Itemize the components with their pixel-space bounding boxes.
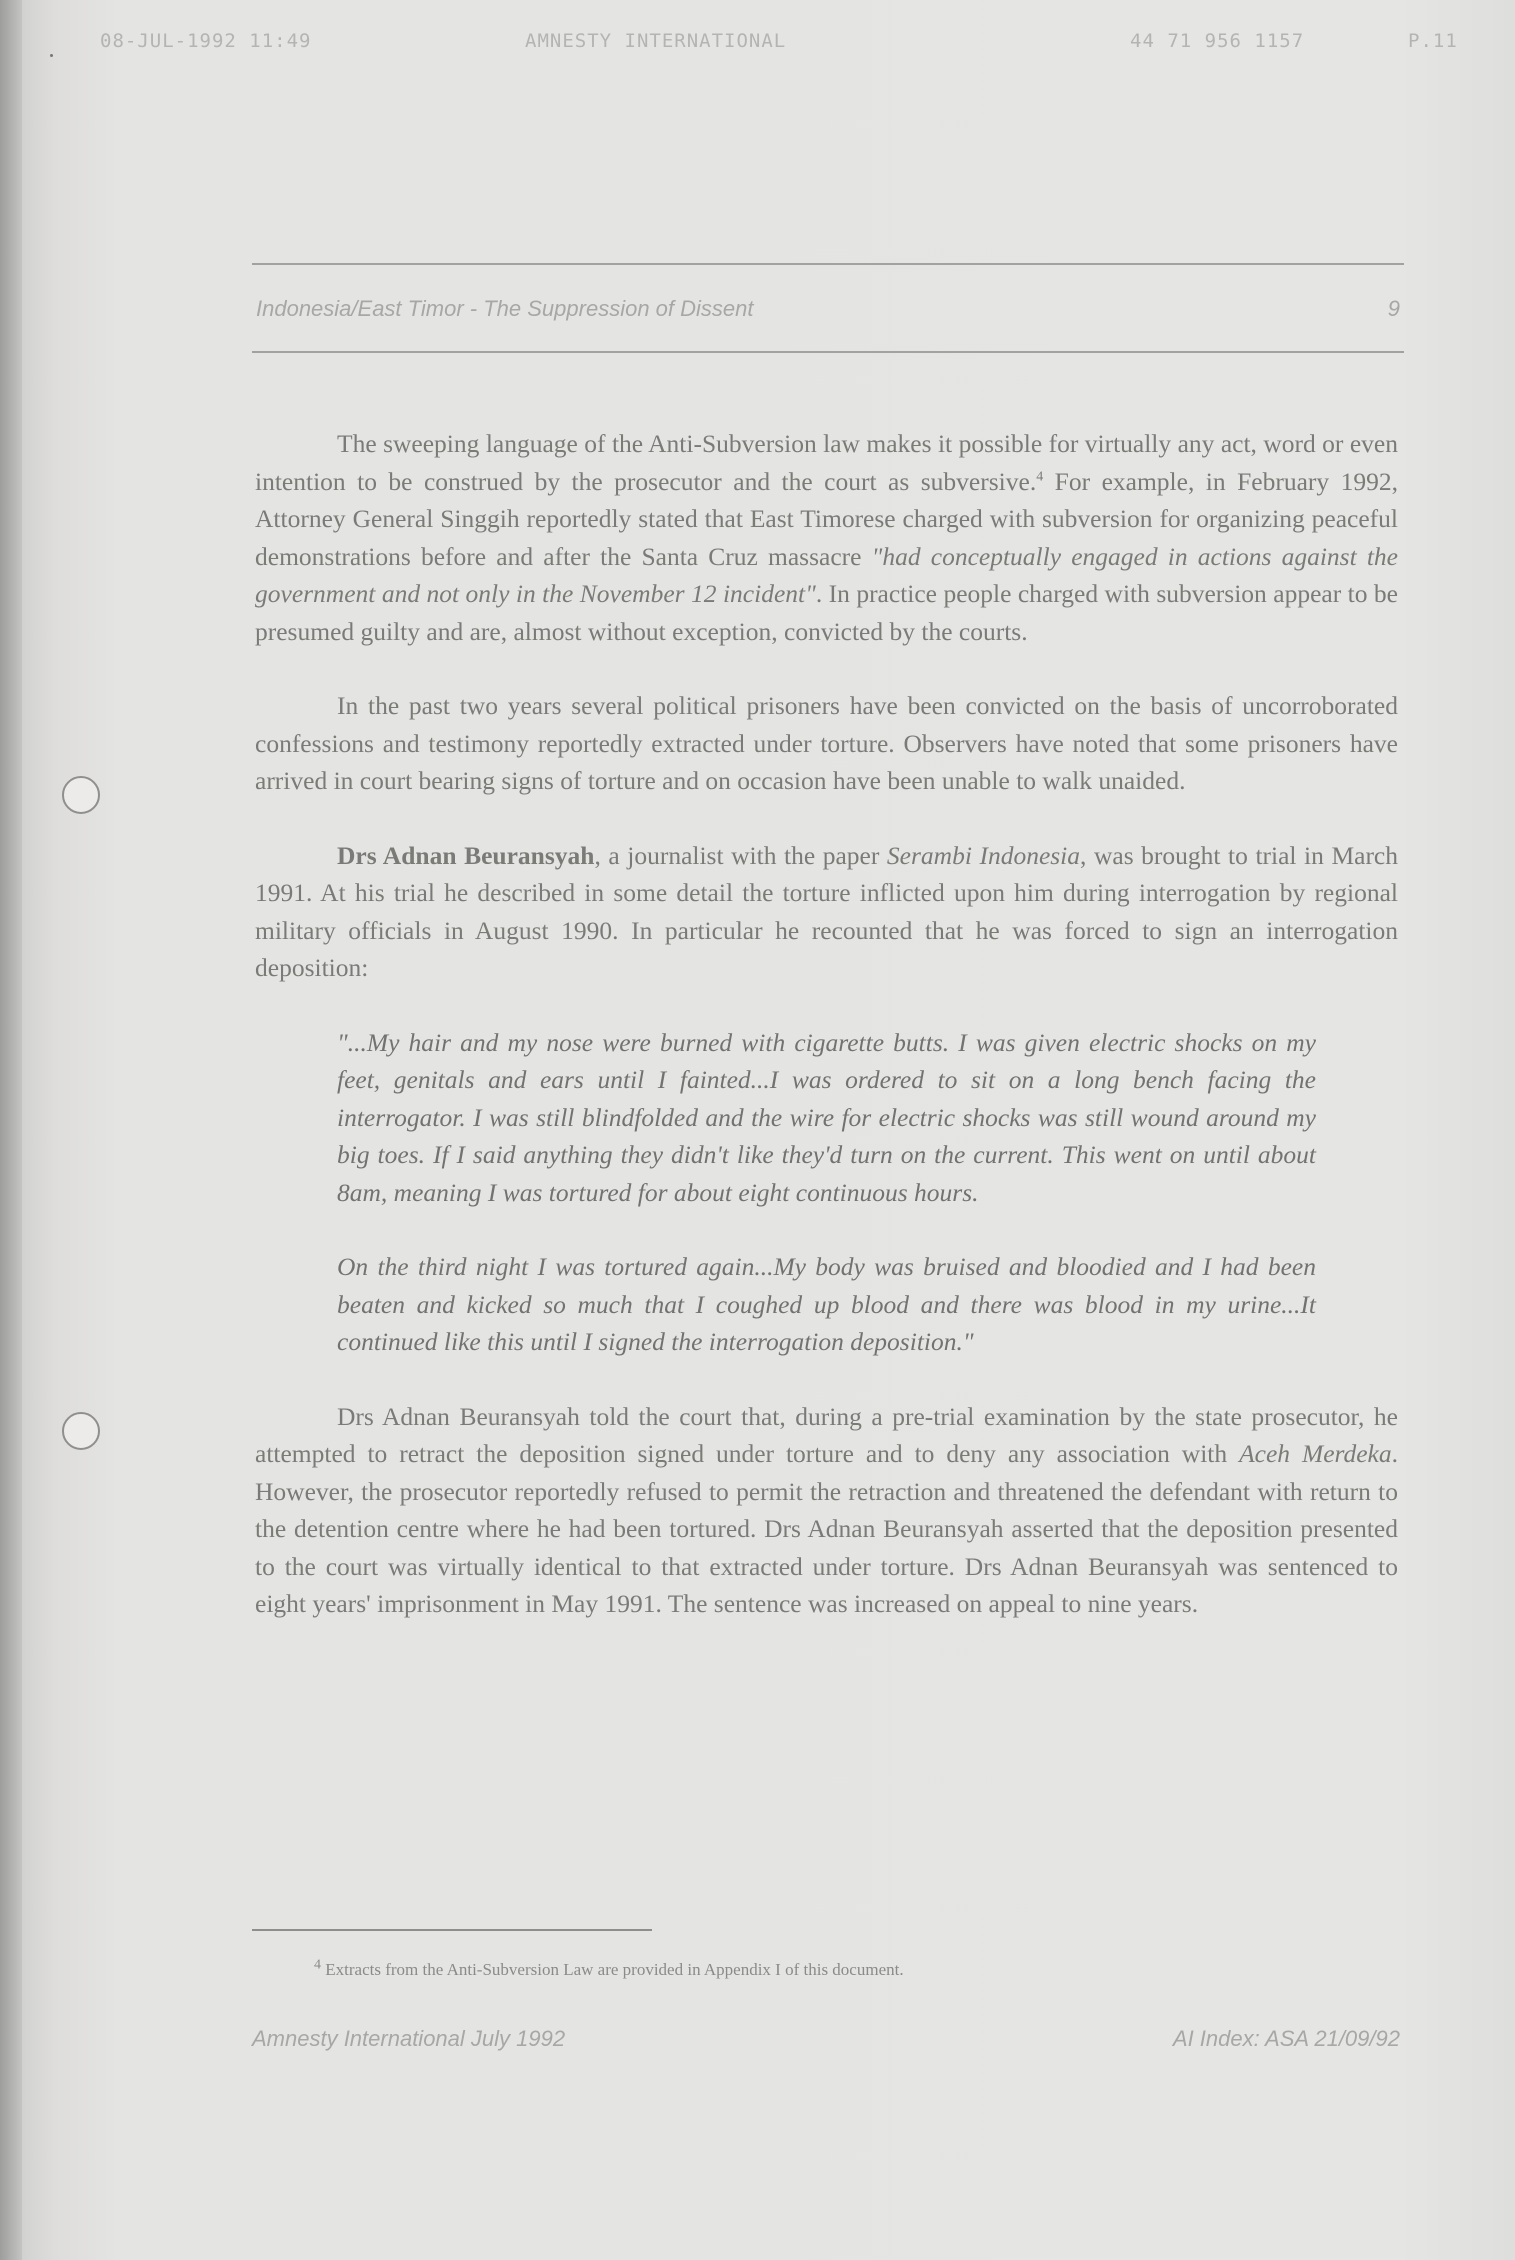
fax-date-time: 08-JUL-1992 11:49 <box>100 30 312 52</box>
main-text <box>255 425 1398 1623</box>
scan-edge-shadow <box>0 0 22 2260</box>
fax-header <box>0 30 1515 60</box>
page-footer <box>252 2026 1400 2056</box>
paragraph-2: In the past two years several political prisoners have been convicted on the basis of uncorroborated confessions and testimony reportedly extracted under torture. Observers have noted that some prisoners have arrived in court bearing signs of torture and on occasion have been unable to walk unaided. <box>255 691 1398 795</box>
newspaper-name: Serambi Indonesia <box>886 840 1081 870</box>
footnote-number: 4 <box>314 1957 321 1973</box>
punch-hole-icon <box>62 1412 100 1450</box>
footnote-ref: 4 <box>1036 469 1044 484</box>
paragraph-1: The sweeping language of the Anti-Subversion law makes it possible for virtually any act, word or even intention to be construed by the prosecutor and the court as subversive.$^4$ For example, in February 1992, Attorney General Singgih reportedly stated that East Timorese charged with subversion for organizing peaceful demonstrations before and after the Santa Cruz massacre "had conceptually engaged in actions against the government and not only in the November 12 incident". In practice people charged with subversion appear to be presumed guilty and are, almost without exception, convicted by the courts. <box>255 429 1398 646</box>
header-rule-top <box>252 263 1404 265</box>
footnote-rule <box>252 1929 652 1931</box>
footer-publisher: Amnesty International July 1992 <box>252 2026 566 2051</box>
page-number: 9 <box>1387 296 1400 321</box>
person-name: Drs Adnan Beuransyah <box>337 840 595 870</box>
fax-phone: 44 71 956 1157 <box>1130 30 1305 52</box>
running-head-title: Indonesia/East Timor - The Suppression of Dissent <box>256 296 754 321</box>
paragraph-4: Drs Adnan Beuransyah told the court that, during a pre-trial examination by the state prosecutor, he attempted to retract the deposition signed under torture and to deny any association with Aceh Merdeka. However, the prosecutor reportedly refused to permit the retraction and threatened the defendant with return to the detention centre where he had been tortured. Drs Adnan Beuransyah asserted that the deposition presented to the court was virtually identical to that extracted under torture. Drs Adnan Beuransyah was sentenced to eight years' imprisonment in May 1991. The sentence was increased on appeal to nine years. <box>255 1401 1398 1618</box>
organization-name: Aceh Merdeka <box>1239 1439 1392 1468</box>
punch-hole-icon <box>62 776 100 814</box>
header-rule-bottom <box>252 351 1404 353</box>
footnote <box>314 1957 1314 1980</box>
testimony-quote-1: "...My hair and my nose were burned with cigarette butts. I was given electric shocks on my feet, genitals and ears until I fainted...I was ordered to sit on a long bench facing the interrogator. I was still blindfolded and the wire for electric shocks was still wound around my big toes. If I said anything they didn't like they'd turn on the current. This went on until about 8am, meaning I was tortured for about eight continuous hours. <box>337 1027 1316 1207</box>
running-head <box>256 296 1400 326</box>
paragraph-3: Drs Adnan Beuransyah, a journalist with the paper Serambi Indonesia, was brought to trial in March 1991. At his trial he described in some detail the torture inflicted upon him during interrogation by regional military officials in August 1990. In particular he recounted that he was forced to sign an interrogation deposition: <box>255 840 1398 982</box>
footer-index: AI Index: ASA 21/09/92 <box>1172 2026 1400 2051</box>
footnote-text: Extracts from the Anti-Subversion Law are provided in Appendix I of this document. <box>321 1960 904 1979</box>
testimony-quote-2: On the third night I was tortured again...My body was bruised and bloodied and I had been beaten and kicked so much that I coughed up blood and there was blood in my urine...It continued like this until I signed the interrogation deposition." <box>337 1252 1316 1356</box>
scan-speck <box>50 54 53 57</box>
attorney-general-quote: "had conceptually engaged in actions against the government and not only in the November 12 incident" <box>255 541 1398 608</box>
fax-sender: AMNESTY INTERNATIONAL <box>525 30 787 52</box>
fax-page: P.11 <box>1408 30 1458 52</box>
